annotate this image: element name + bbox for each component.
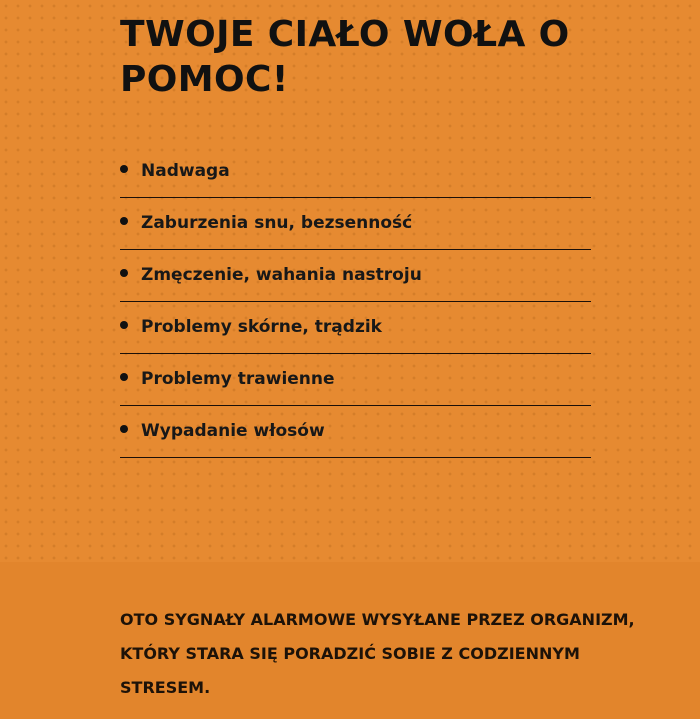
bullet-icon: [120, 321, 128, 329]
symptom-label: Nadwaga: [141, 161, 230, 181]
alarm-message: OTO SYGNAŁY ALARMOWE WYSYŁANE PRZEZ ORGANIZM, KTÓRY STARA SIĘ PORADZIĆ SOBIE Z CODZIENNYM STRESEM.: [120, 610, 635, 697]
list-item: [120, 302, 591, 354]
symptom-label: Problemy trawienne: [141, 369, 335, 389]
list-item: [120, 146, 591, 198]
bullet-icon: [120, 373, 128, 381]
list-item: [120, 406, 591, 458]
symptom-label: Zmęczenie, wahania nastroju: [141, 265, 422, 285]
list-item: [120, 198, 591, 250]
list-item: [120, 354, 591, 406]
list-item: [120, 250, 591, 302]
bullet-icon: [120, 425, 128, 433]
symptom-label: Problemy skórne, trądzik: [141, 317, 382, 337]
bullet-icon: [120, 217, 128, 225]
symptom-label: Wypadanie włosów: [141, 421, 325, 441]
page-title: TWOJE CIAŁO WOŁA O POMOC!: [120, 14, 570, 100]
symptom-label: Zaburzenia snu, bezsenność: [141, 213, 413, 233]
symptom-list: [120, 146, 591, 458]
bullet-icon: [120, 165, 128, 173]
bullet-icon: [120, 269, 128, 277]
alarm-section: [0, 562, 700, 719]
